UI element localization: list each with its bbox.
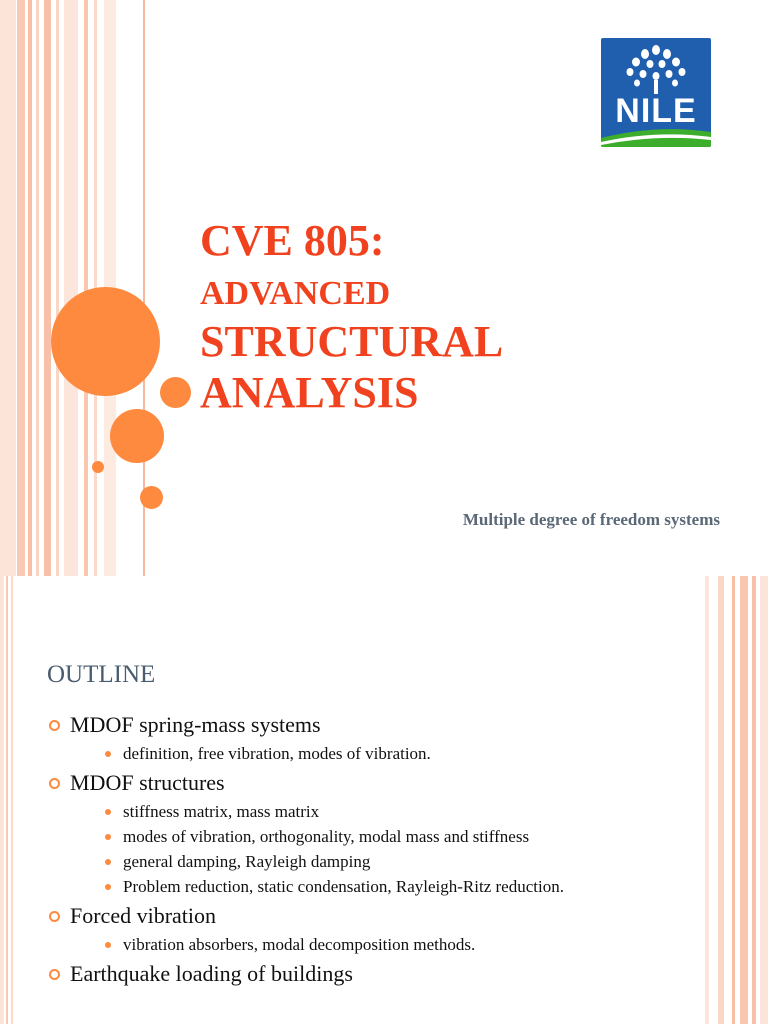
sub-list-item: Problem reduction, static condensation, Rayleigh-Ritz reduction.: [70, 876, 687, 898]
outline-heading: OUTLINE: [47, 661, 156, 688]
decorative-circle: [51, 287, 160, 396]
bullet-dot-icon: [105, 751, 111, 757]
list-item-label: Earthquake loading of buildings: [70, 961, 353, 986]
decorative-stripe: [56, 0, 59, 576]
decorative-stripe: [44, 0, 51, 576]
decorative-stripe: [732, 576, 735, 1024]
title-line-analysis: ANALYSIS: [200, 368, 419, 417]
decorative-stripe: [11, 576, 13, 1024]
decorative-stripe: [0, 576, 4, 1024]
decorative-stripe: [36, 0, 39, 576]
logo-text: NILE: [615, 92, 697, 130]
list-item: [47, 710, 687, 765]
decorative-stripe: [740, 576, 748, 1024]
title-line-structural: STRUCTURAL: [200, 317, 504, 366]
sub-list-item: vibration absorbers, modal decomposition methods.: [70, 934, 687, 956]
decorative-circle: [92, 461, 104, 473]
title-line-advanced: ADVANCED: [200, 275, 391, 312]
decorative-stripe: [6, 576, 8, 1024]
decorative-stripe: [84, 0, 88, 576]
bullet-ring-icon: [49, 778, 60, 789]
sub-list-item: modes of vibration, orthogonality, modal mass and stiffness: [70, 826, 687, 848]
decorative-circle: [110, 409, 164, 463]
sub-list-item: stiffness matrix, mass matrix: [70, 801, 687, 823]
sub-list-item: general damping, Rayleigh damping: [70, 851, 687, 873]
outline-slide: [0, 576, 768, 1024]
sub-list-item: definition, free vibration, modes of vibration.: [70, 743, 687, 765]
bullet-dot-icon: [105, 809, 111, 815]
decorative-stripe: [28, 0, 32, 576]
bullet-dot-icon: [105, 884, 111, 890]
decorative-stripe: [718, 576, 724, 1024]
bullet-ring-icon: [49, 911, 60, 922]
decorative-stripe: [64, 0, 78, 576]
list-item: [47, 768, 687, 898]
decorative-stripe: [752, 576, 756, 1024]
decorative-stripe: [17, 0, 25, 576]
bullet-ring-icon: [49, 720, 60, 731]
outline-list: [47, 708, 687, 989]
bullet-ring-icon: [49, 969, 60, 980]
nile-logo: [601, 38, 711, 147]
decorative-stripe: [0, 0, 16, 576]
list-item-label: MDOF structures: [70, 770, 225, 795]
list-item: [47, 959, 687, 989]
list-item-label: MDOF spring-mass systems: [70, 712, 321, 737]
decorative-stripe: [760, 576, 768, 1024]
bullet-dot-icon: [105, 834, 111, 840]
course-code: CVE 805:: [200, 216, 385, 265]
bullet-dot-icon: [105, 859, 111, 865]
decorative-circle: [160, 377, 191, 408]
bullet-dot-icon: [105, 942, 111, 948]
decorative-stripe: [705, 576, 709, 1024]
list-item: [47, 901, 687, 956]
subtitle: Multiple degree of freedom systems: [462, 510, 720, 529]
list-item-label: Forced vibration: [70, 903, 217, 928]
decorative-circle: [140, 486, 163, 509]
